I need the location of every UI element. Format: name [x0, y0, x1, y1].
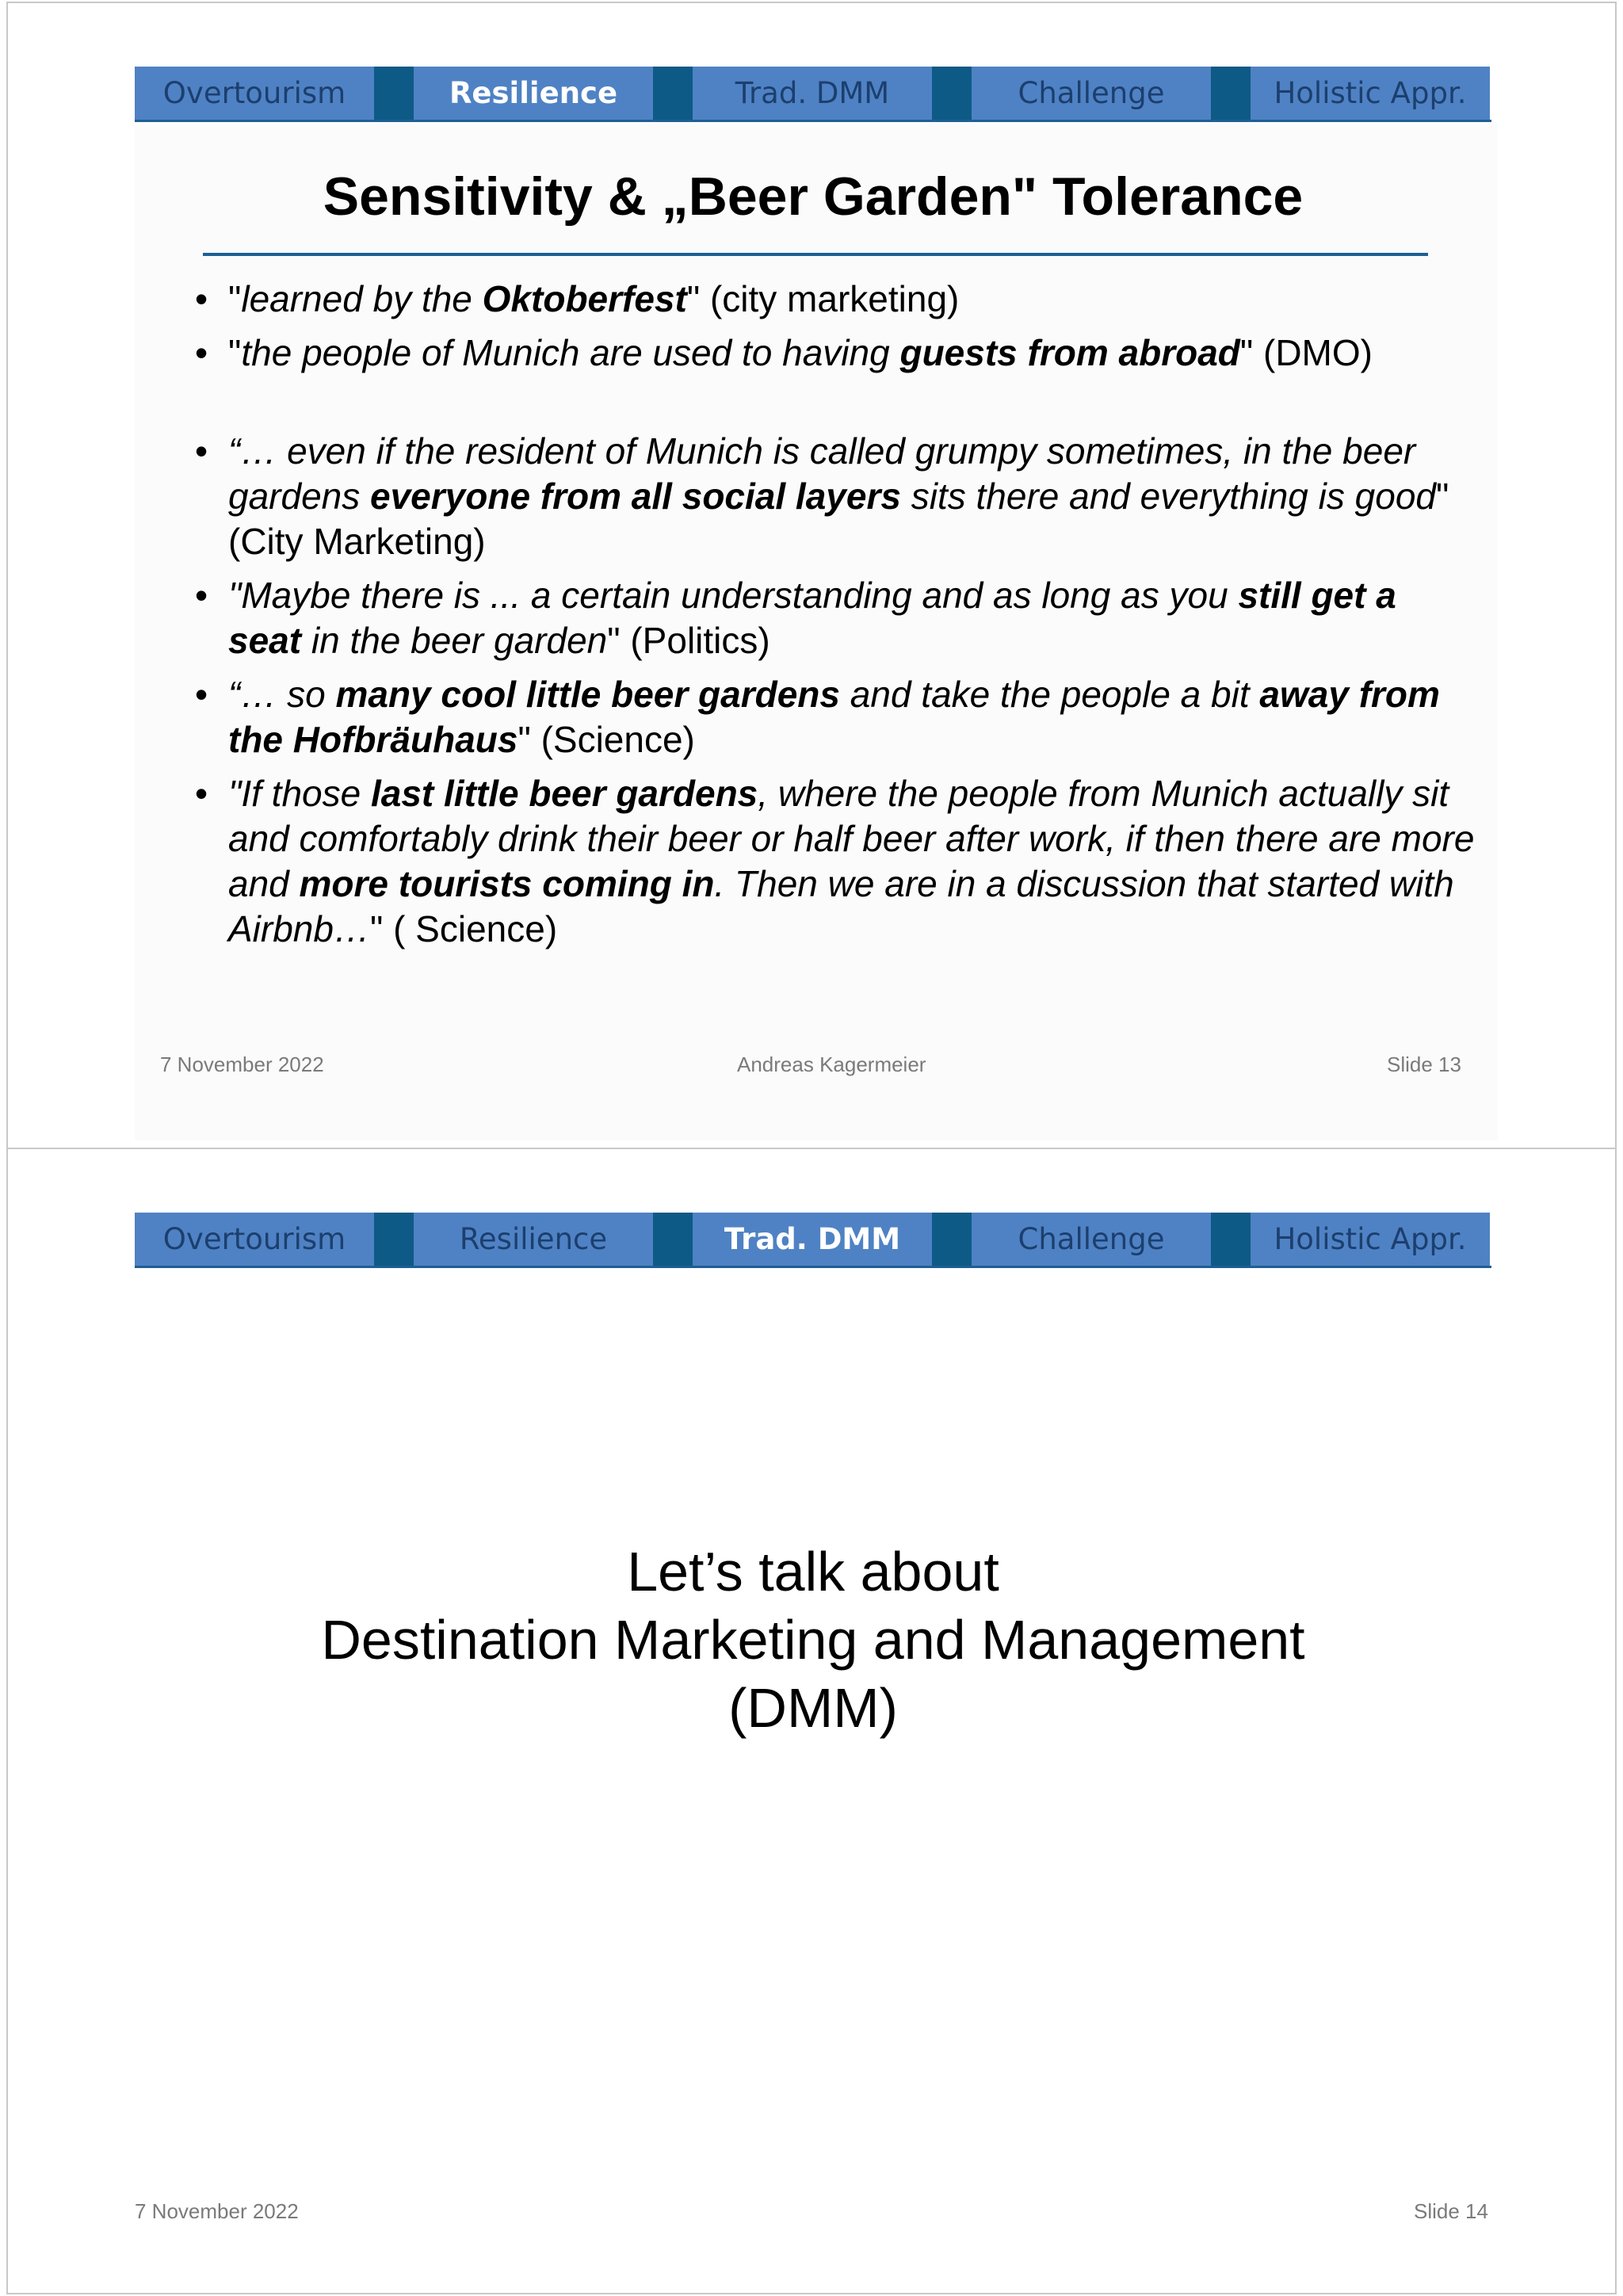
- quote-emphasis: everyone from all social layers: [370, 476, 901, 517]
- nav-tab-resilience[interactable]: Resilience: [414, 1213, 653, 1266]
- quote-text: and take the people a bit: [840, 674, 1260, 715]
- quote-emphasis: guests from abroad: [899, 332, 1240, 373]
- nav-separator: [374, 1213, 414, 1266]
- section-nav-bar: [135, 1213, 1491, 1268]
- slide-title: Sensitivity & „Beer Garden" Tolerance: [323, 166, 1304, 227]
- quote-emphasis: many cool little beer gardens: [335, 674, 840, 715]
- quote-item: [195, 277, 1479, 322]
- section-nav-bar: [135, 67, 1491, 122]
- quote-emphasis: Oktoberfest: [482, 278, 687, 319]
- nav-tab-overtourism[interactable]: Overtourism: [135, 1213, 374, 1266]
- quote-text: the people of Munich are used to having: [241, 332, 900, 373]
- quote-item: [195, 672, 1479, 762]
- quote-text: "Maybe there is ... a certain understanding and as long as you: [228, 575, 1239, 616]
- nav-separator: [653, 1213, 693, 1266]
- quote-text: . Then we are in a discussion that started with Airbnb…: [228, 863, 1454, 949]
- quote-item: [195, 429, 1479, 564]
- section-intro-title: [135, 1538, 1491, 1742]
- quote-source: " (Science): [517, 719, 695, 760]
- intro-line: (DMM): [728, 1677, 898, 1739]
- quote-list: [195, 277, 1479, 952]
- quote-text: ": [228, 278, 242, 319]
- nav-separator: [374, 67, 414, 120]
- quote-item: [195, 330, 1479, 376]
- quote-source: " (DMO): [1239, 332, 1373, 373]
- nav-tab-trad-dmm[interactable]: Trad. DMM: [693, 67, 932, 120]
- intro-line: Destination Marketing and Management: [321, 1609, 1305, 1671]
- quote-source: " (city marketing): [686, 278, 960, 319]
- slide-13: [6, 2, 1617, 1149]
- quote-emphasis: still get a seat: [228, 575, 1396, 661]
- nav-tab-trad-dmm[interactable]: Trad. DMM: [693, 1213, 932, 1266]
- quote-item: [195, 573, 1479, 663]
- footer-slide-number: Slide 14: [1414, 2199, 1488, 2223]
- nav-tab-holistic-appr[interactable]: Holistic Appr.: [1251, 1213, 1490, 1266]
- nav-separator: [932, 1213, 972, 1266]
- nav-tab-challenge[interactable]: Challenge: [972, 1213, 1211, 1266]
- footer-author: Andreas Kagermeier: [737, 1052, 926, 1076]
- slide-14: [6, 1148, 1617, 2294]
- nav-tab-holistic-appr[interactable]: Holistic Appr.: [1251, 67, 1490, 120]
- footer-date: 7 November 2022: [160, 1052, 324, 1076]
- quote-text: learned by the: [241, 278, 483, 319]
- quote-text: sits there and everything is good: [900, 476, 1437, 517]
- nav-tab-resilience[interactable]: Resilience: [414, 67, 653, 120]
- quote-text: "If those: [228, 773, 371, 814]
- quote-text: ": [228, 332, 242, 373]
- quote-text: in the beer garden: [301, 620, 608, 661]
- quote-source: " ( Science): [369, 908, 558, 949]
- title-underline: [203, 253, 1428, 256]
- quote-item: [195, 771, 1479, 952]
- nav-tab-challenge[interactable]: Challenge: [972, 67, 1211, 120]
- quote-source: " (Politics): [607, 620, 770, 661]
- quote-emphasis: more tourists coming in: [299, 863, 715, 904]
- quote-text: “… so: [228, 674, 336, 715]
- quote-emphasis: last little beer gardens: [370, 773, 758, 814]
- nav-separator: [932, 67, 972, 120]
- nav-separator: [1211, 67, 1251, 120]
- intro-line: Let’s talk about: [627, 1541, 999, 1603]
- quote-emphasis: away from the Hofbräuhaus: [228, 674, 1440, 760]
- footer-slide-number: Slide 13: [1387, 1052, 1461, 1076]
- footer-date: 7 November 2022: [135, 2199, 299, 2223]
- quote-text: “… even if the resident of Munich is called grumpy sometimes, in the beer gardens: [228, 430, 1416, 517]
- nav-tab-overtourism[interactable]: Overtourism: [135, 67, 374, 120]
- quote-text: , where the people from Munich actually sit and comfortably drink their beer or half beer after work, if then there are more and: [228, 773, 1475, 904]
- quote-source: " (City Marketing): [228, 476, 1449, 562]
- nav-separator: [1211, 1213, 1251, 1266]
- nav-separator: [653, 67, 693, 120]
